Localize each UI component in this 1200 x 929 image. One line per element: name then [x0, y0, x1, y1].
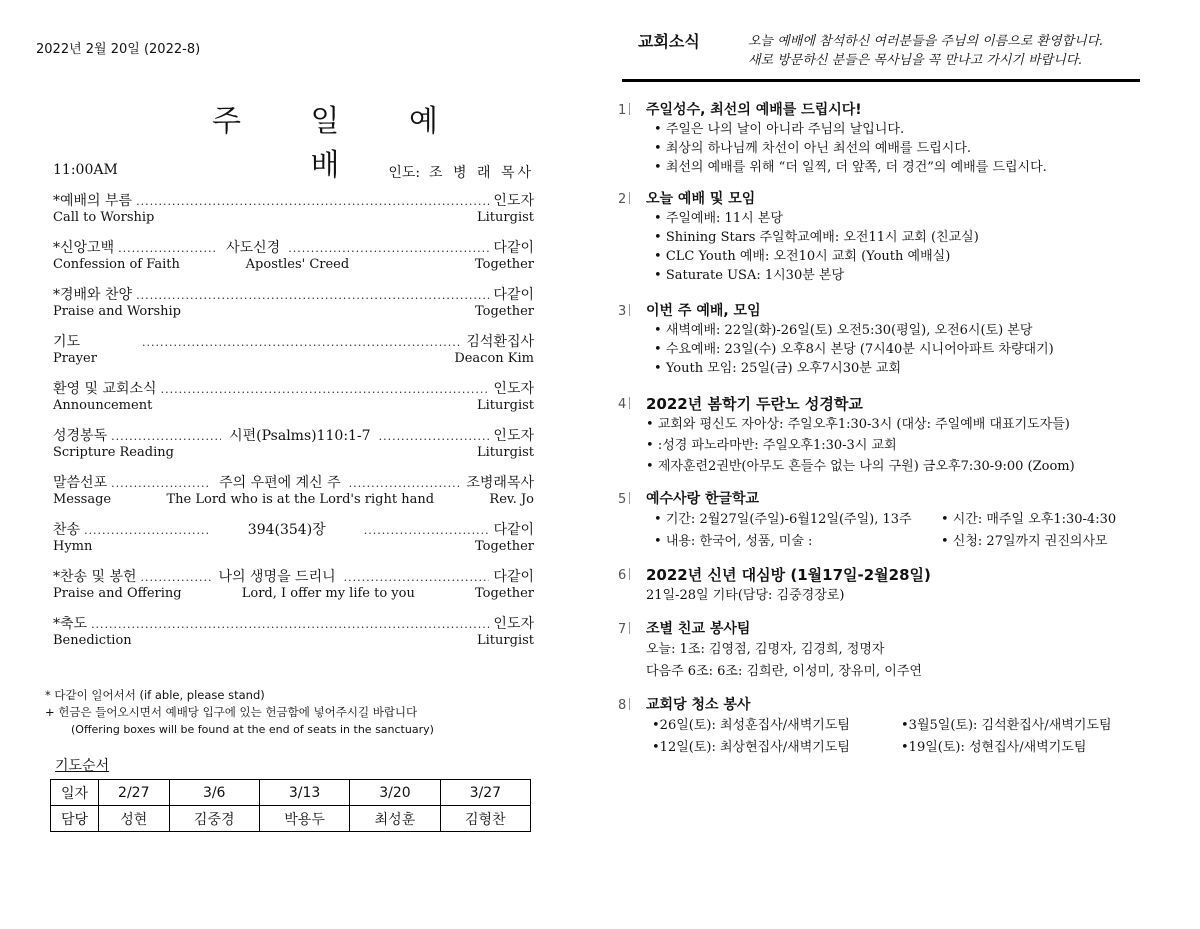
dot-leader	[141, 569, 211, 586]
section-title: 예수사랑 한글학교	[646, 491, 760, 507]
list-item: • 시간: 매주일 오후1:30-4:30	[941, 512, 1117, 527]
news-section-3	[618, 301, 1188, 378]
welcome-line: 새로 방문하신 분들은 목사님을 꼭 만나고 가시기 바랍니다.	[748, 53, 1083, 68]
dot-leader	[118, 240, 218, 257]
list-item: • CLC Youth 예배: 오전10시 교회 (Youth 예배실)	[646, 247, 1188, 266]
item-leader-english: Liturgist	[477, 633, 534, 648]
item-korean: *예배의 부름	[53, 193, 133, 209]
item-english: Announcement	[53, 398, 153, 413]
list-item: • 주일예배: 11시 본당	[646, 209, 1188, 228]
item-english: Call to Worship	[53, 210, 155, 225]
table-cell: 박용두	[259, 806, 349, 832]
service-time: 11:00AM	[53, 162, 118, 178]
section-number: 7	[618, 619, 646, 683]
dot-leader	[111, 428, 221, 445]
order-item-scripture	[53, 428, 534, 475]
list-item: • 교회와 평신도 자아상: 주일오후1:30-3시 (대상: 주일예배 대표기도자들)	[646, 414, 1188, 435]
order-item-call-to-worship	[53, 193, 534, 240]
item-leader-korean: 다같이	[493, 240, 534, 256]
section-number: 2	[618, 189, 646, 285]
order-item-hymn	[53, 522, 534, 569]
dot-leader	[379, 428, 490, 445]
item-leader-english: Rev. Jo	[489, 492, 534, 507]
news-section-5	[618, 489, 1188, 553]
item-korean: 환영 및 교회소식	[53, 381, 157, 397]
dot-leader	[84, 522, 210, 539]
news-section-2	[618, 189, 1188, 285]
table-cell: 김형찬	[440, 806, 530, 832]
dot-leader	[136, 193, 489, 210]
header-divider	[622, 79, 1140, 82]
item-leader-korean: 김석환집사	[466, 334, 534, 350]
item-leader-korean: 인도자	[493, 616, 534, 632]
section-title: 2022년 신년 대심방 (1월17일-2월28일)	[646, 566, 931, 584]
item-leader-english: Together	[474, 586, 534, 601]
section-title: 주일성수, 최선의 예배를 드립시다!	[646, 102, 862, 118]
list-item: • Shining Stars 주일학교예배: 오전11시 교회 (친교실)	[646, 228, 1188, 247]
list-item: •19일(토): 성현집사/새벽기도팀	[901, 740, 1087, 755]
item-leader-korean: 다같이	[493, 522, 535, 538]
section-number: 6	[618, 565, 646, 607]
list-item: •3월5일(토): 김석환집사/새벽기도팀	[901, 718, 1112, 733]
item-leader-korean: 인도자	[493, 193, 534, 209]
item-english: Message	[53, 492, 112, 507]
order-item-confession	[53, 240, 534, 287]
table-row	[51, 806, 531, 832]
dot-leader	[344, 569, 490, 586]
list-item: • 새벽예배: 22일(화)-26일(토) 오전5:30(평일), 오전6시(토) 본당	[646, 321, 1188, 340]
dot-leader	[349, 475, 463, 492]
table-cell: 3/13	[259, 780, 349, 806]
order-item-benediction	[53, 616, 534, 663]
item-detail-english: Lord, I offer my life to you	[241, 586, 415, 601]
section-title: 2022년 봄학기 두란노 성경학교	[646, 395, 863, 413]
list-item: • 최선의 예배를 위해 “더 일찍, 더 앞쪽, 더 경건”의 예배를 드립시다.	[646, 158, 1188, 177]
service-time-row	[53, 162, 534, 182]
dot-leader	[142, 334, 462, 351]
list-item: • 최상의 하나님께 차선이 아닌 최선의 예배를 드립시다.	[646, 139, 1188, 158]
section-number: 5	[618, 489, 646, 553]
news-section-8	[618, 695, 1188, 759]
news-section-6	[618, 565, 1188, 607]
page-title: 주 일 예 배	[211, 104, 468, 183]
news-section-4	[618, 394, 1188, 477]
item-leader-english: Together	[474, 304, 534, 319]
dot-leader	[161, 381, 490, 398]
table-cell: 2/27	[99, 780, 170, 806]
item-korean: *찬송 및 봉헌	[53, 569, 137, 585]
section-title: 조별 친교 봉사팀	[646, 621, 751, 637]
offering-note-korean: + 헌금은 들어오시면서 예배당 입구에 있는 헌금함에 넣어주시길 바랍니다	[45, 705, 418, 719]
section-number: 8	[618, 695, 646, 759]
section-number: 3	[618, 301, 646, 378]
item-korean: 말씀선포	[53, 475, 108, 491]
church-news-page	[600, 0, 1200, 929]
section-number: 4	[618, 394, 646, 477]
list-item: 21일-28일 기타(담당: 김중경장로)	[646, 588, 845, 603]
item-english: Benediction	[53, 633, 132, 648]
item-english: Hymn	[53, 539, 93, 554]
list-item: • 주일은 나의 날이 아니라 주님의 날입니다.	[646, 120, 1188, 139]
item-english: Scripture Reading	[53, 445, 174, 460]
bulletin-date: 2022년 2월 20일 (2022-8)	[36, 42, 201, 57]
list-item: • 기간: 2월27일(주일)-6월12일(주일), 13주	[646, 509, 941, 531]
item-korean: 성경봉독	[53, 428, 108, 444]
order-item-praise-worship	[53, 287, 534, 334]
section-number: 1	[618, 100, 646, 177]
service-leader	[388, 162, 534, 182]
footnotes	[45, 687, 434, 738]
item-korean: *축도	[53, 616, 88, 632]
order-item-message	[53, 475, 534, 522]
dot-leader	[288, 240, 489, 257]
table-cell: 김중경	[169, 806, 259, 832]
table-row	[51, 780, 531, 806]
item-leader-english: Together	[474, 257, 534, 272]
list-item: • :성경 파노라마반: 주일오후1:30-3시 교회	[646, 435, 1188, 456]
section-title: 교회당 청소 봉사	[646, 697, 751, 713]
item-detail-english: The Lord who is at the Lord's right hand	[166, 492, 435, 507]
table-cell: 성현	[99, 806, 170, 832]
stand-note: * 다같이 일어서서 (if able, please stand)	[45, 688, 265, 702]
item-korean: 기도	[53, 334, 81, 350]
item-leader-english: Liturgist	[477, 398, 534, 413]
list-item: 다음주 6조: 6조: 김희란, 이성미, 장유미, 이주연	[646, 664, 922, 679]
item-detail-korean: 394(354)장	[247, 522, 326, 538]
list-item: • 제자훈련2권반(아무도 흔들수 없는 나의 구원) 금오후7:30-9:00 (Zoom)	[646, 456, 1188, 477]
news-section-7	[618, 619, 1188, 683]
item-detail-korean: 주의 우편에 계신 주	[219, 475, 341, 491]
dot-leader	[364, 522, 490, 539]
prayer-schedule-title: 기도순서	[55, 758, 110, 774]
item-leader-korean: 다같이	[493, 569, 534, 585]
offering-note-english: (Offering boxes will be found at the end of seats in the sanctuary)	[71, 723, 434, 736]
list-item: • Youth 모임: 25일(금) 오후7시30분 교회	[646, 359, 1188, 378]
welcome-message	[748, 32, 1103, 70]
order-item-announcement	[53, 381, 534, 428]
table-header-cell: 일자	[51, 780, 99, 806]
item-detail-korean: 나의 생명을 드리니	[218, 569, 336, 585]
news-sections	[618, 100, 1188, 759]
item-korean: *신앙고백	[53, 240, 115, 256]
item-leader-korean: 인도자	[493, 428, 534, 444]
item-leader-english: Liturgist	[477, 445, 534, 460]
item-english: Praise and Worship	[53, 304, 181, 319]
list-item: • Saturate USA: 1시30분 본당	[646, 266, 1188, 285]
leader-label: 인도:	[388, 165, 421, 181]
order-item-offering	[53, 569, 534, 616]
list-item: •12일(토): 최상현집사/새벽기도팀	[652, 740, 850, 755]
item-leader-english: Deacon Kim	[454, 351, 534, 366]
item-korean: *경배와 찬양	[53, 287, 133, 303]
welcome-line: 오늘 예배에 참석하신 여러분들을 주님의 이름으로 환영합니다.	[748, 34, 1104, 49]
order-item-prayer	[53, 334, 534, 381]
table-header-cell: 담당	[51, 806, 99, 832]
item-leader-korean: 조병래목사	[466, 475, 534, 491]
news-heading: 교회소식	[638, 32, 700, 51]
item-english: Praise and Offering	[53, 586, 182, 601]
table-cell: 3/27	[440, 780, 530, 806]
item-english: Confession of Faith	[53, 257, 180, 272]
item-korean: 찬송	[53, 522, 81, 538]
news-section-1	[618, 100, 1188, 177]
table-cell: 3/6	[169, 780, 259, 806]
list-item: • 수요예배: 23일(수) 오후8시 본당 (7시40분 시니어아파트 차량대기)	[646, 340, 1188, 359]
order-of-worship	[53, 193, 534, 663]
section-title: 이번 주 예배, 모임	[646, 303, 761, 319]
item-detail-korean: 사도신경	[226, 240, 281, 256]
prayer-schedule-table	[50, 779, 531, 832]
table-cell: 최성훈	[350, 806, 440, 832]
list-item: • 신청: 27일까지 권진의사모	[941, 534, 1108, 549]
item-leader-english: Together	[474, 539, 534, 554]
item-leader-english: Liturgist	[477, 210, 534, 225]
dot-leader	[91, 616, 489, 633]
dot-leader	[136, 287, 489, 304]
leader-name: 조 병 래 목사	[429, 165, 534, 181]
dot-leader	[111, 475, 211, 492]
item-leader-korean: 다같이	[493, 287, 534, 303]
list-item: 오늘: 1조: 김영점, 김명자, 김경희, 정명자	[646, 642, 885, 657]
item-detail-korean: 시편(Psalms)110:1-7	[229, 428, 371, 444]
list-item: • 내용: 한국어, 성품, 미술 :	[646, 531, 941, 553]
section-title: 오늘 예배 및 모임	[646, 191, 756, 207]
list-item: •26일(토): 최성훈집사/새벽기도팀	[652, 718, 850, 733]
table-cell: 3/20	[350, 780, 440, 806]
item-leader-korean: 인도자	[493, 381, 534, 397]
item-english: Prayer	[53, 351, 97, 366]
item-detail-english: Apostles' Creed	[245, 257, 350, 272]
